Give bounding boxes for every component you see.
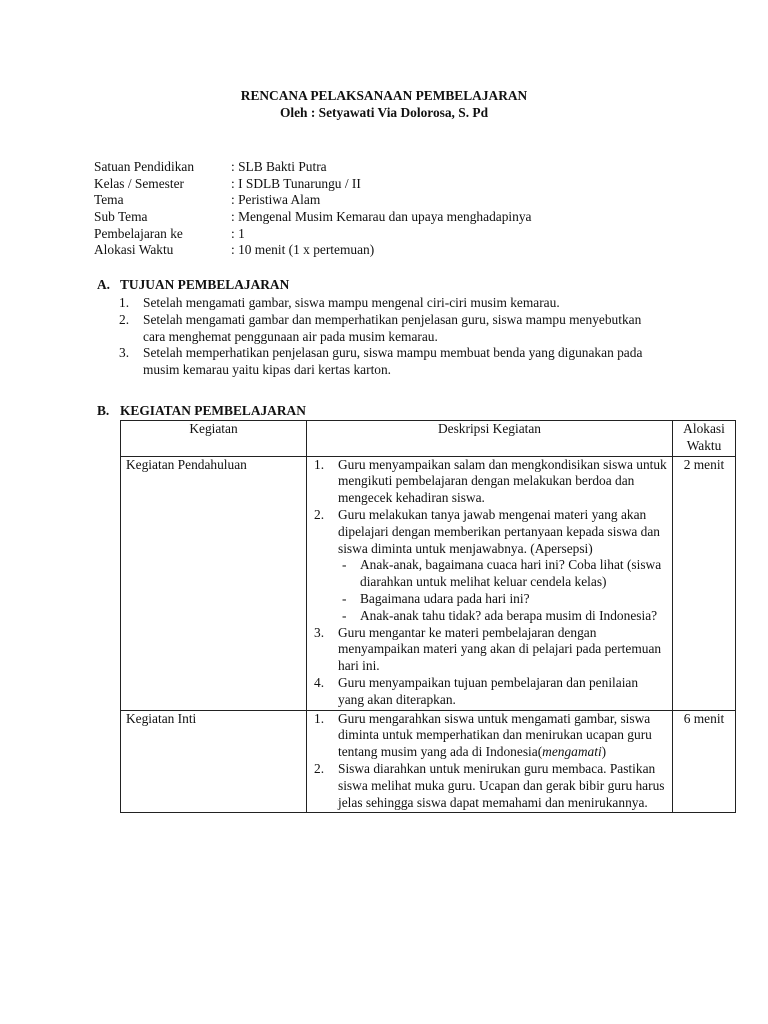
info-row — [94, 159, 531, 176]
item-text: Siswa diarahkan untuk menirukan guru membaca. Pastikan siswa melihat muka guru. Ucapan dan gerak bibir guru harus jelas sehingga siswa dapat memahami dan menirukannya. — [338, 760, 665, 810]
list-item — [312, 507, 667, 625]
item-text: Setelah memperhatikan penjelasan guru, siswa mampu membuat benda yang digunakan pada musim kemarau yaitu kipas dari kertas karton. — [143, 345, 643, 378]
item-number: 1. — [314, 710, 325, 726]
section-letter: B. — [97, 403, 110, 418]
info-value: : 10 menit (1 x pertemuan) — [231, 242, 375, 258]
header-kegiatan: Kegiatan — [121, 421, 307, 457]
info-label: Satuan Pendidikan — [94, 159, 195, 174]
sub-item — [338, 591, 667, 608]
item-number: 2. — [314, 506, 325, 522]
info-row — [94, 176, 531, 193]
info-value: : SLB Bakti Putra — [231, 159, 327, 174]
info-value: : 1 — [231, 225, 245, 241]
list-item — [312, 675, 667, 709]
list-item — [312, 625, 667, 675]
item-number: 3. — [314, 624, 325, 640]
goals-list — [119, 295, 659, 379]
list-item — [312, 457, 667, 507]
table-row — [121, 456, 736, 710]
info-value: : I SDLB Tunarungu / II — [231, 175, 361, 191]
info-label: Sub Tema — [94, 209, 148, 225]
table-header-row — [121, 421, 736, 457]
info-label: Kelas / Semester — [94, 175, 184, 191]
item-text: Guru mengarahkan siswa untuk mengamati gambar, siswa diminta untuk memperhatikan dan menirukan ucapan guru tentang musim yang ada di Indonesia( — [338, 710, 652, 760]
item-text: Guru melakukan tanya jawab mengenai materi yang akan dipelajari dengan memberikan pertanyaan kepada siswa dan siswa diminta untuk menjawabnya. (Apersepsi) — [338, 506, 660, 556]
section-b-heading — [97, 403, 306, 420]
activity-description — [307, 456, 673, 710]
list-item — [119, 312, 659, 346]
activity-duration: 6 menit — [673, 710, 736, 813]
header-alokasi: Alokasi Waktu — [673, 421, 736, 457]
list-item — [312, 711, 667, 761]
info-label: Pembelajaran ke — [94, 225, 183, 241]
list-item — [119, 345, 659, 379]
document-title: RENCANA PELAKSANAAN PEMBELAJARAN — [240, 88, 528, 103]
sub-item — [338, 557, 667, 591]
info-row — [94, 192, 531, 209]
sub-item-text: Anak-anak tahu tidak? ada berapa musim di Indonesia? — [360, 607, 658, 623]
list-item — [119, 295, 659, 312]
item-text-italic: mengamati — [542, 744, 602, 760]
info-label: Alokasi Waktu — [94, 242, 174, 258]
info-value: : Mengenal Musim Kemarau dan upaya menghadapinya — [231, 209, 532, 225]
section-a-heading — [97, 277, 289, 294]
item-text: Guru menyampaikan tujuan pembelajaran dan penilaian yang akan diterapkan. — [338, 674, 639, 707]
info-label: Tema — [94, 192, 124, 208]
section-title: KEGIATAN PEMBELAJARAN — [120, 403, 306, 418]
header-deskripsi: Deskripsi Kegiatan — [307, 421, 673, 457]
info-row — [94, 226, 531, 243]
info-row — [94, 242, 531, 259]
item-text: Setelah mengamati gambar, siswa mampu mengenal ciri-ciri musim kemarau. — [143, 295, 560, 310]
item-number: 1. — [314, 456, 325, 472]
activity-name: Kegiatan Inti — [121, 710, 307, 813]
info-row — [94, 209, 531, 226]
item-number: 2. — [314, 760, 325, 776]
dash-bullet: - — [342, 607, 347, 623]
item-text: Guru menyampaikan salam dan mengkondisikan siswa untuk mengikuti pembelajaran dengan melakukan berdoa dan mengecek kehadiran siswa. — [338, 456, 667, 506]
item-text-close: ) — [601, 744, 607, 760]
item-number: 1. — [119, 295, 130, 310]
item-text: Setelah mengamati gambar dan memperhatikan penjelasan guru, siswa mampu menyebutkan cara menghemat penggunaan air pada musim kemarau. — [143, 311, 642, 344]
item-number: 4. — [314, 674, 325, 690]
sub-item — [338, 608, 667, 625]
dash-bullet: - — [342, 557, 347, 573]
item-text: Guru mengantar ke materi pembelajaran dengan menyampaikan materi yang akan di pelajari pada pertemuan hari ini. — [338, 624, 662, 674]
activities-table — [120, 420, 736, 813]
dash-bullet: - — [342, 590, 347, 606]
activity-description — [307, 710, 673, 813]
activity-name: Kegiatan Pendahuluan — [121, 456, 307, 710]
document-author: Oleh : Setyawati Via Dolorosa, S. Pd — [279, 105, 489, 120]
info-value: : Peristiwa Alam — [231, 192, 321, 208]
item-number: 3. — [119, 345, 130, 361]
sub-item-text: Bagaimana udara pada hari ini? — [360, 590, 530, 606]
section-title: TUJUAN PEMBELAJARAN — [120, 277, 290, 292]
section-letter: A. — [97, 277, 111, 292]
activity-duration: 2 menit — [673, 456, 736, 710]
list-item — [312, 761, 667, 811]
item-number: 2. — [119, 311, 130, 327]
identity-block — [94, 159, 531, 259]
sub-item-text: Anak-anak, bagaimana cuaca hari ini? Coba lihat (siswa diarahkan untuk melihat keluar cendela kelas) — [360, 557, 662, 590]
table-row — [121, 710, 736, 813]
